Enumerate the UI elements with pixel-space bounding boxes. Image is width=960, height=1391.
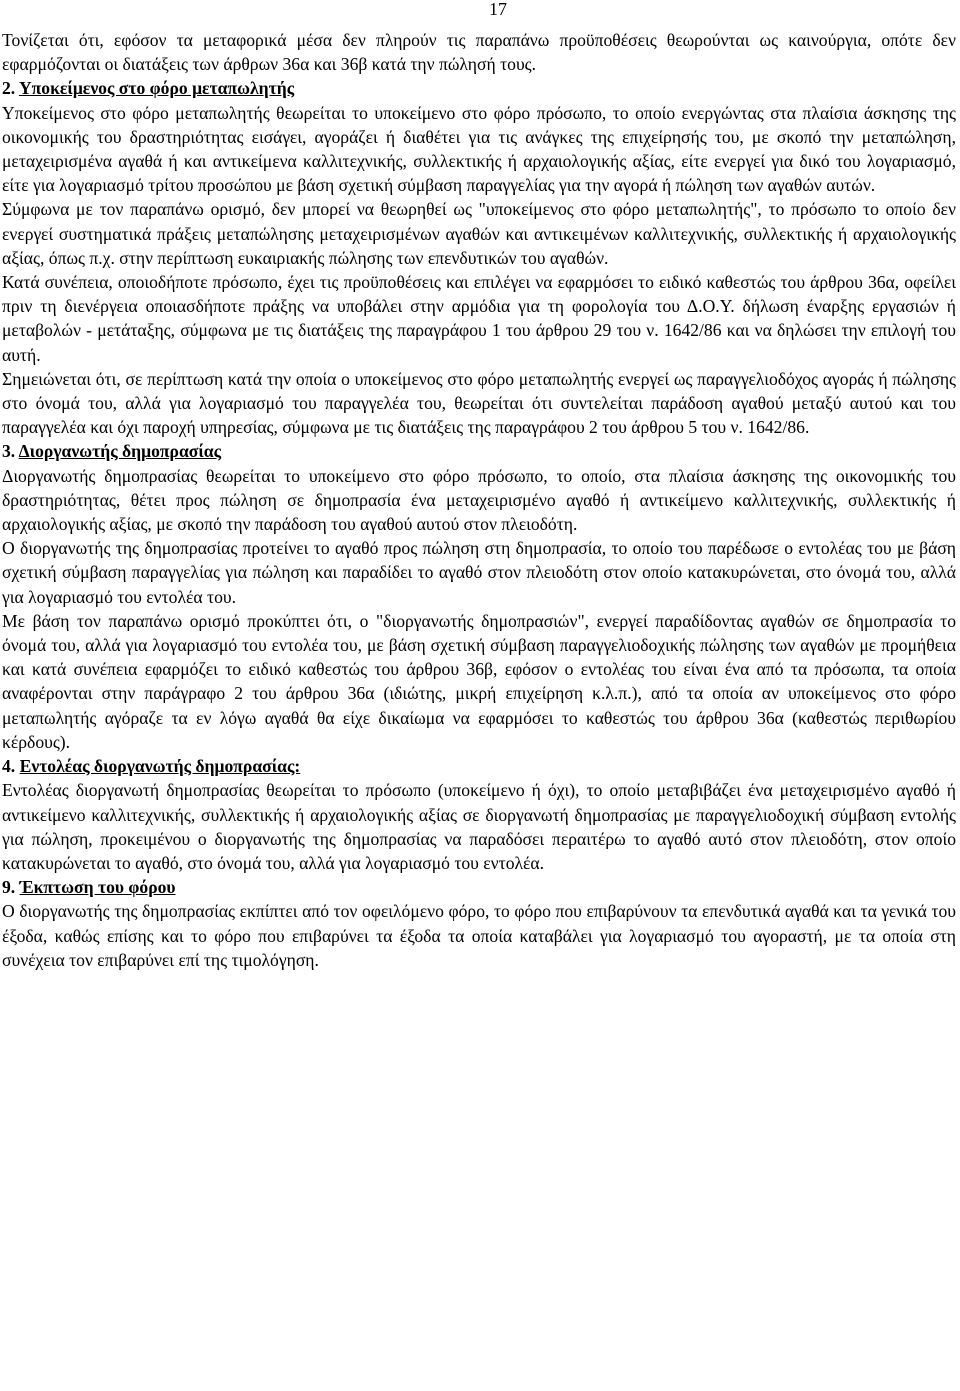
paragraph-auctioneer-regime: Με βάση τον παραπάνω ορισμό προκύπτει ότι, ο "διοργανωτής δημοπρασιών", ενεργεί παραδίδοντας αγαθών σε δημοπρασία το όνομά του, αλλά για λογαριασμό του εντολέα του, με βάση σχετική σύμβαση παραγγελιοδοχικής πώλησης των αγαθών με προμήθεια και κατά συνέπεια εφαρμόζει το ειδικό καθεστώς του άρθρου 36β, εφόσον ο εντολέας του είναι ένα από τα πρόσωπα, τα οποία αναφέρονται στην παράγραφο 2 του άρθρου 36α (ιδιώτης, μικρή επιχείρηση κ.λ.π.), από τα οποία αν υποκείμενος στο φόρο μεταπωλητής αγόραζε τα εν λόγω αγαθά θα είχε δικαίωμα να εφαρμόσει το καθεστώς του άρθρου 36α (καθεστώς περιθωρίου κέρδους). xyxy=(2,610,956,752)
paragraph-reseller-exclusion: Σύμφωνα με τον παραπάνω ορισμό, δεν μπορεί να θεωρηθεί ως "υποκείμενος στο φόρο μεταπωλητής", το πρόσωπο το οποίο δεν ενεργεί συστηματικά πράξεις μεταπώλησης μεταχειρισμένων αγαθών και αντικειμένων καλλιτεχνικής, συλλεκτικής ή αρχαιολογικής αξίας, όπως π.χ. στην περίπτωση ευκαιριακής πώλησης των επενδυτικών του αγαθών. xyxy=(2,199,956,268)
paragraph-principal-definition: Εντολέας διοργανωτή δημοπρασίας θεωρείται το πρόσωπο (υποκείμενο ή όχι), το οποίο μεταβιβάζει ένα μεταχειρισμένο αγαθό ή αντικείμενο καλλιτεχνικής, συλλεκτικής ή αρχαιολογικής αξίας σε διοργανωτή δημοπρασίας με παραγγελιοδοχική σύμβαση εντολής για πώληση, προκειμένου ο διοργανωτής της δημοπρασίας να παραδόσει περαιτέρω το αγαθό αυτό στον πλειοδότη, στον οποίο κατακυρώνεται το αγαθό, στο όνομά του, αλλά για λογαριασμό του εντολέα. xyxy=(2,780,956,873)
paragraph-tax-deduction: Ο διοργανωτής της δημοπρασίας εκπίπτει από τον οφειλόμενο φόρο, το φόρο που επιβαρύνουν τα επενδυτικά αγαθά και τα γενικά του έξοδα, καθώς επίσης και το φόρο που επιβαρύνει τα έξοδα τα οποία καταβάλει για λογαριασμό του αγοραστή, με τα οποία στη συνέχεια τον επιβαρύνει επί της τιμολόγηση. xyxy=(2,901,956,970)
section-number: 4. xyxy=(2,756,20,777)
section-title: Διοργανωτής δημοπρασίας xyxy=(18,441,222,462)
paragraph-auctioneer-definition: Διοργανωτής δημοπρασίας θεωρείται το υποκείμενο στο φόρο πρόσωπο, το οποίο, στα πλαίσια άσκησης της οικονομικής του δραστηριότητας, θέτει προς πώληση σε δημοπρασία ένα μεταχειρισμένο αγαθό ή αντικείμενο καλλιτεχνικής, συλλεκτικής ή αρχαιολογικής αξίας, με σκοπό την παράδοση του αγαθού αυτού στον πλειοδότη. xyxy=(2,465,956,535)
paragraph-reseller-declaration: Κατά συνέπεια, οποιοδήποτε πρόσωπο, έχει τις προϋποθέσεις και επιλέγει να εφαρμόσει το ειδικό καθεστώς του άρθρου 36α, οφείλει πριν τη διενέργεια οποιασδήποτε πράξης να υποβάλει στην αρμόδια για τη φορολογία του Δ.Ο.Υ. δήλωση έναρξης εργασιών ή μεταβολών - μετάταξης, σύμφωνα με τις διατάξεις της παραγράφου 1 του άρθρου 29 του ν. 1642/86 και να δηλώσει την επιλογή του αυτή. xyxy=(2,272,956,365)
paragraph-auctioneer-role: Ο διοργανωτής της δημοπρασίας προτείνει το αγαθό προς πώληση στη δημοπρασία, το οποίο του παρέδωσε ο εντολέας του με βάση σχετική σύμβαση παραγγελίας για πώληση και παραδίδει το αγαθό στον πλειοδότη στον οποίο κατακυρώνεται, στο όνομά του, αλλά για λογαριασμό του εντολέα του. xyxy=(2,538,956,607)
paragraph-reseller-definition: Υποκείμενος στο φόρο μεταπωλητής θεωρείται το υποκείμενο στο φόρο πρόσωπο, το οποίο ενεργώντας στα πλαίσια άσκησης της οικονομικής του δραστηριότητας εισάγει, αγοράζει ή διαθέτει για τις ανάγκες της επιχείρησής του, με σκοπό την μεταπώληση, μεταχειρισμένα αγαθά ή και αντικείμενα καλλιτεχνικής, συλλεκτικής ή αρχαιολογικής αξίας, είτε ενεργεί για δικό του λογαριασμό, είτε για λογαριασμό τρίτου προσώπου με βάση σχετική σύμβαση παραγγελίας για την αγορά ή πώληση των αγαθών αυτών. xyxy=(2,102,956,196)
section-heading-2 xyxy=(2,76,956,100)
section-number: 2. xyxy=(2,78,19,99)
section-number: 3. xyxy=(2,441,19,462)
document-body xyxy=(2,28,956,972)
paragraph-intro: Τονίζεται ότι, εφόσον τα μεταφορικά μέσα δεν πληρούν τις παραπάνω προϋποθέσεις θεωρούνται ως καινούργια, οπότε δεν εφαρμόζονται οι διατάξεις των άρθρων 36α και 36β κατά την πώλησή τους. xyxy=(2,30,956,75)
page-number: 17 xyxy=(489,0,507,19)
section-heading-4 xyxy=(2,754,956,778)
section-heading-9 xyxy=(2,875,956,899)
paragraph-reseller-agent: Σημειώνεται ότι, σε περίπτωση κατά την οποία ο υποκείμενος στο φόρο μεταπωλητής ενεργεί ως παραγγελιοδόχος αγοράς ή πώλησης στο όνομά του, αλλά για λογαριασμό του παραγγελέα του, θεωρείται ότι συντελείται παράδοση αγαθού μεταξύ αυτού και του παραγγελέα και όχι παροχή υπηρεσίας, σύμφωνα με τις διατάξεις της παραγράφου 2 του άρθρου 5 του ν. 1642/86. xyxy=(2,368,956,438)
section-number: 9. xyxy=(2,877,20,898)
section-title: Έκπτωση του φόρου xyxy=(19,877,176,898)
section-heading-3 xyxy=(2,439,956,463)
section-title: Εντολέας διοργανωτής δημοπρασίας: xyxy=(19,756,301,777)
section-title: Υποκείμενος στο φόρο μεταπωλητής xyxy=(18,78,295,99)
